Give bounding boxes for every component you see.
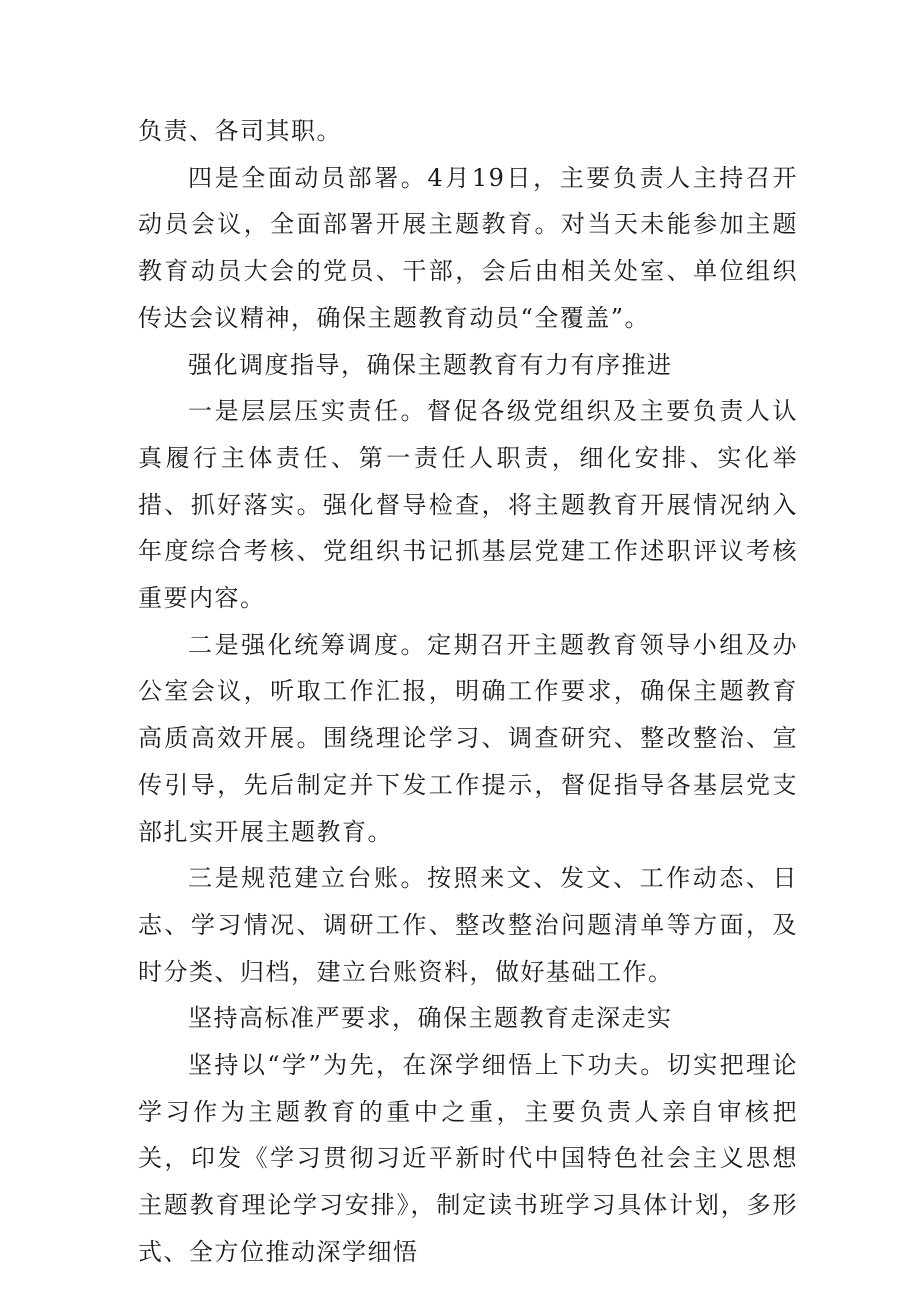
document-body — [138, 108, 798, 1276]
section-heading-standards: 坚持高标准严要求，确保主题教育走深走实 — [188, 1004, 673, 1033]
paragraph-continuation: 负责、各司其职。 — [138, 117, 342, 145]
paragraph-study: 坚持以“学”为先，在深学细悟上下功夫。切实把理论学习作为主题教育的重中之重，主要负责人亲自审核把关，印发《学习贯彻习近平新时代中国特色社会主义思想主题教育理论学习安排》，制定读书班学习具体计划，多形式、全方位推动深学细悟 — [138, 1051, 798, 1266]
paragraph-coordination: 二是强化统筹调度。定期召开主题教育领导小组及办公室会议，听取工作汇报，明确工作要求，确保主题教育高质高效开展。围绕理论学习、调查研究、整改整治、宣传引导，先后制定并下发工作提示，督促指导各基层党支部扎实开展主题教育。 — [138, 630, 798, 846]
paragraph-mobilization: 四是全面动员部署。4月19日，主要负责人主持召开动员会议，全面部署开展主题教育。对当天未能参加主题教育动员大会的党员、干部，会后由相关处室、单位组织传达会议精神，确保主题教育动员“全覆盖”。 — [138, 163, 798, 332]
paragraph-ledger: 三是规范建立台账。按照来文、发文、工作动态、日志、学习情况、调研工作、整改整治问题清单等方面，及时分类、归档，建立台账资料，做好基础工作。 — [138, 864, 798, 986]
paragraph-responsibility: 一是层层压实责任。督促各级党组织及主要负责人认真履行主体责任、第一责任人职责，细化安排、实化举措、抓好落实。强化督导检查，将主题教育开展情况纳入年度综合考核、党组织书记抓基层党建工作述职评议考核重要内容。 — [138, 397, 798, 613]
section-heading-guidance: 强化调度指导，确保主题教育有力有序推进 — [188, 350, 673, 379]
